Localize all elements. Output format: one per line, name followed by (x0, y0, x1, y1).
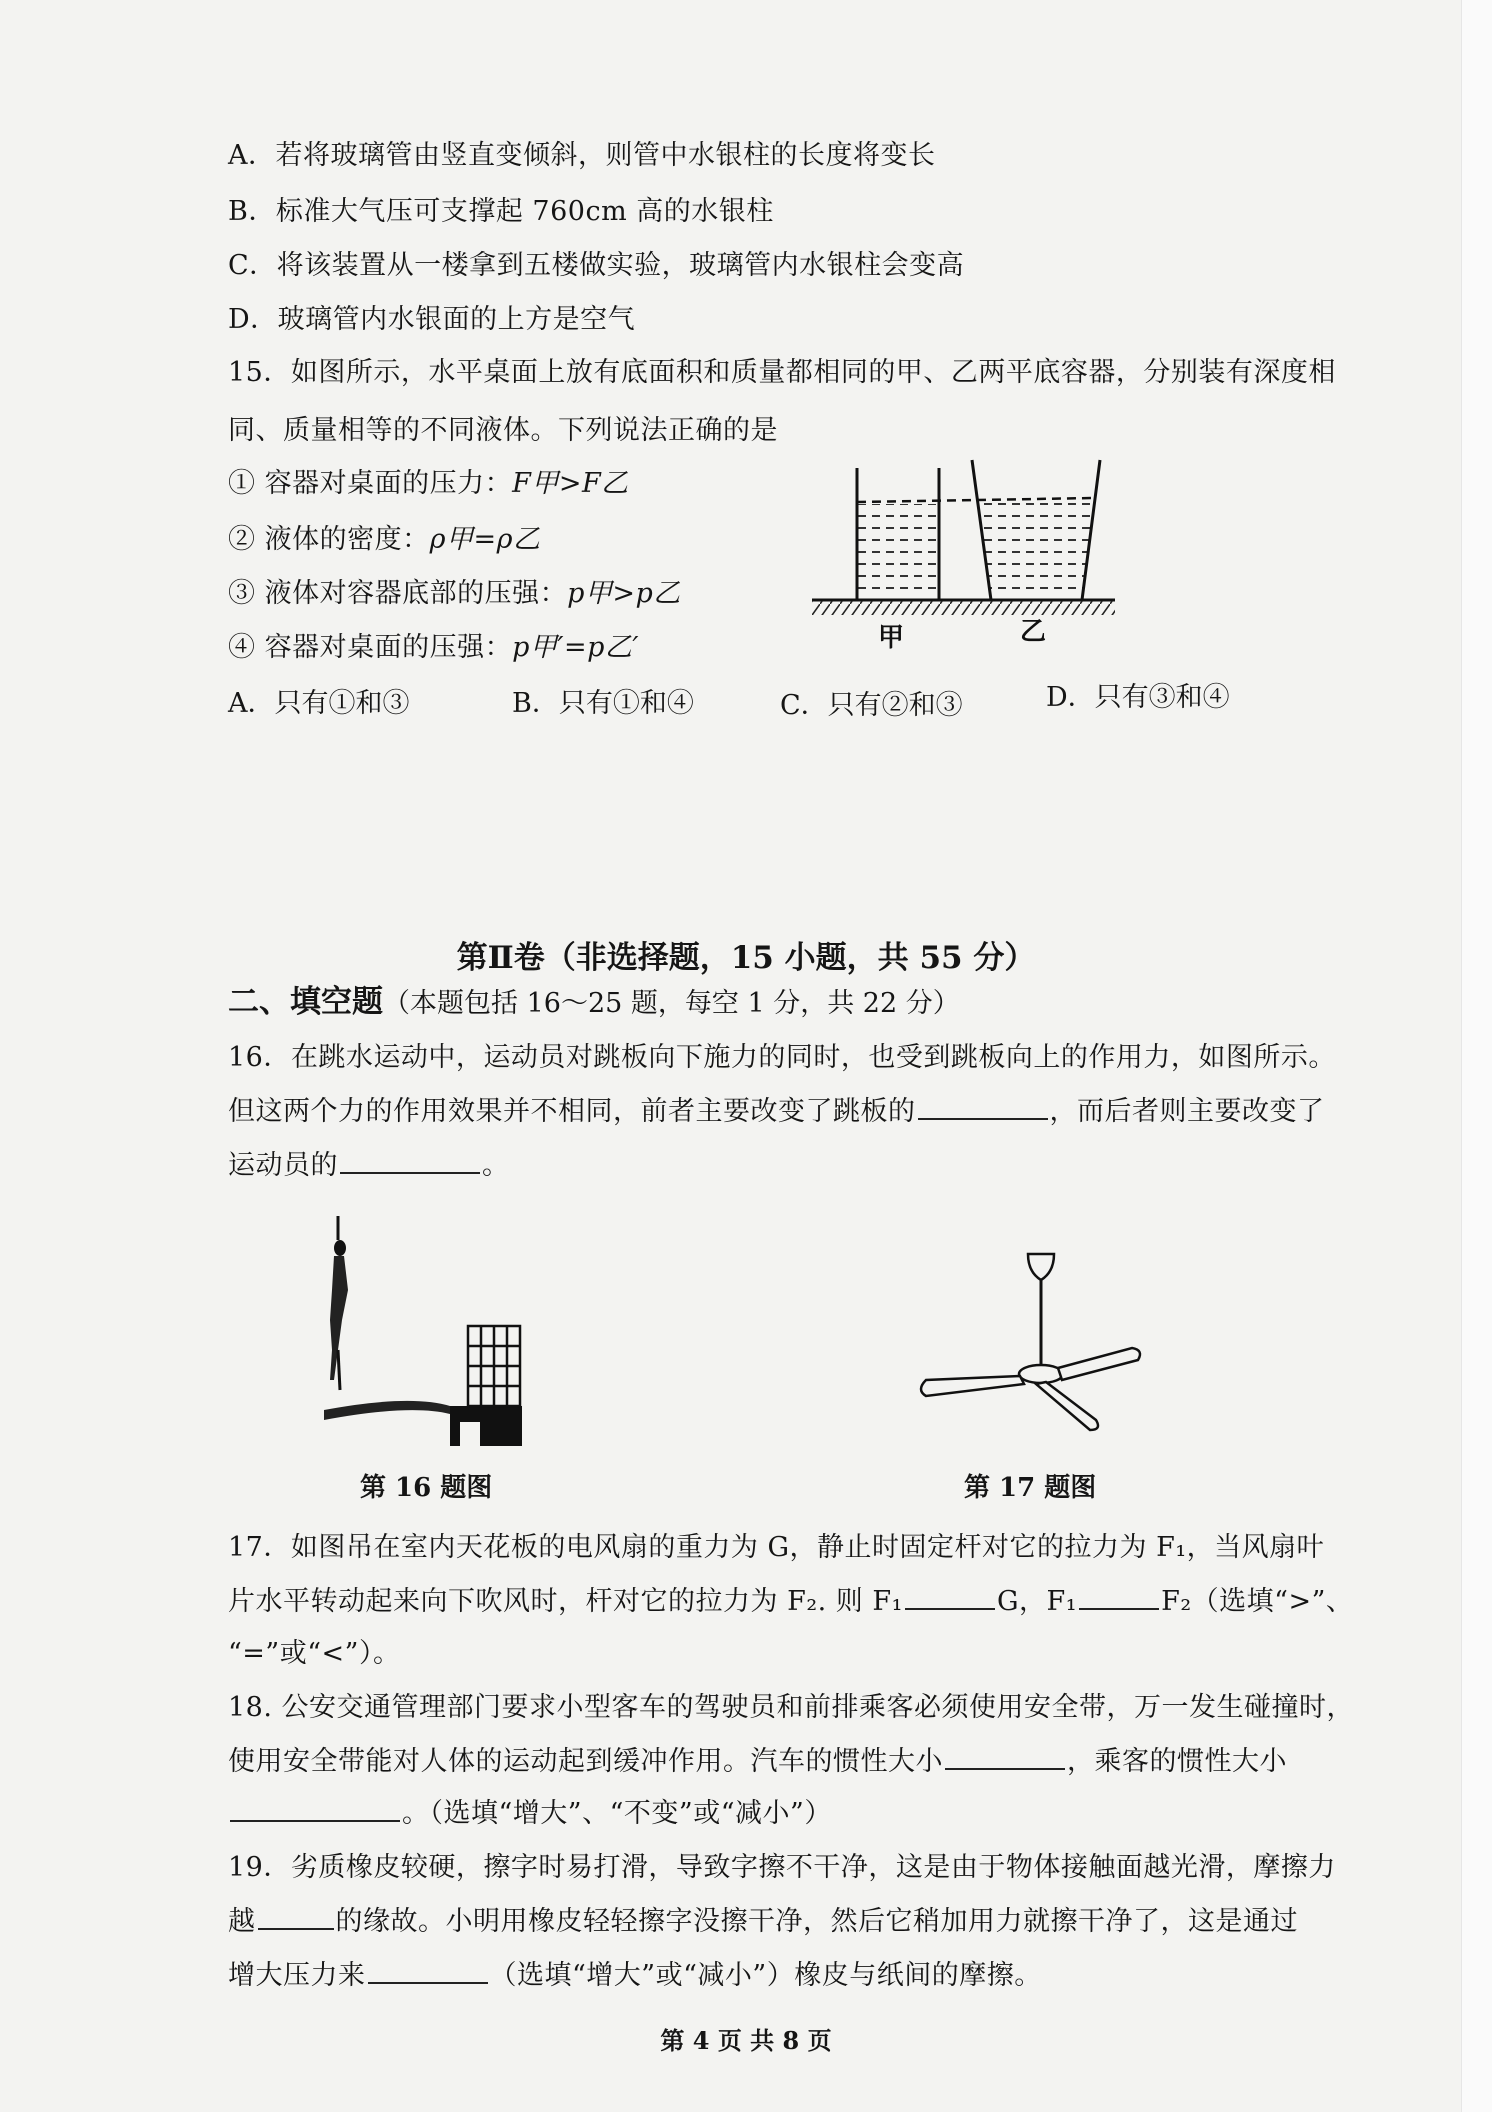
diver-leg (338, 1350, 340, 1390)
q16-line3: 运动员的 。 (228, 1150, 510, 1181)
label-yi: 乙 (1020, 617, 1047, 647)
q19-line1: 19．劣质橡皮较硬，擦字时易打滑，导致字擦不干净，这是由于物体接触面越光滑，摩擦力 (228, 1852, 1336, 1883)
q14-option-c: C．将该装置从一楼拿到五楼做实验，玻璃管内水银柱会变高 (228, 250, 965, 281)
q17-line2: 片水平转动起来向下吹风时，杆对它的拉力为 F₂. 则 F₁ G，F₁ F₂（选填“>”、 (228, 1586, 1354, 1617)
page-edge (1461, 0, 1492, 2112)
q15-option-c: C．只有②和③ (780, 690, 963, 721)
fig16-diving-board (300, 1210, 540, 1450)
q15-stem-line1: 15．如图所示，水平桌面上放有底面积和质量都相同的甲、乙两平底容器，分别装有深度相 (228, 357, 1336, 388)
label-jia: 甲 (878, 623, 905, 653)
tower-grid (468, 1326, 520, 1406)
q14-option-b: B．标准大气压可支撑起 760cm 高的水银柱 (228, 196, 774, 227)
formula-2: ρ甲=ρ乙 (429, 524, 541, 555)
section-fill-in (228, 984, 960, 1022)
q16-line2: 但这两个力的作用效果并不相同，前者主要改变了跳板的 ，而后者则主要改变了 (228, 1096, 1325, 1127)
part2-heading: 第Ⅱ卷（非选择题，15 小题，共 55 分） (456, 940, 1036, 976)
q15-statement-1: ① 容器对桌面的压力：F甲>F乙 (228, 468, 629, 499)
q15-option-b: B．只有①和④ (512, 688, 694, 719)
q17-blank-1[interactable] (905, 1584, 995, 1610)
support-gap (460, 1422, 480, 1446)
q18-line3: 。（选填“增大”、“不变”或“减小”） (228, 1796, 832, 1832)
q15-stem-line2: 同、质量相等的不同液体。下列说法正确的是 (228, 415, 778, 446)
q14-option-a: A．若将玻璃管由竖直变倾斜，则管中水银柱的长度将变长 (228, 140, 936, 171)
fan-blade-front (1036, 1382, 1098, 1430)
q19-blank-2[interactable] (368, 1958, 488, 1984)
q19-blank-1[interactable] (258, 1904, 334, 1930)
fig17-caption: 第 17 题图 (964, 1473, 1097, 1503)
q16-blank-1[interactable] (918, 1094, 1048, 1120)
q18-blank-2[interactable] (230, 1796, 400, 1822)
fig16-caption: 第 16 题图 (360, 1473, 493, 1503)
q14-option-d: D．玻璃管内水银面的上方是空气 (228, 304, 636, 335)
formula-3: p甲>p乙 (567, 578, 681, 609)
section-note: （本题包括 16～25 题，每空 1 分，共 22 分） (383, 988, 960, 1019)
q17-line1: 17．如图吊在室内天花板的电风扇的重力为 G，静止时固定杆对它的拉力为 F₁，当风扇叶 (228, 1532, 1325, 1563)
q18-line1: 18. 公安交通管理部门要求小型客车的驾驶员和前排乘客必须使用安全带，万一发生碰撞时， (228, 1692, 1355, 1723)
container-jia-liquid (857, 504, 939, 600)
springboard (324, 1401, 450, 1420)
formula-4: p甲′=p乙′ (512, 632, 640, 663)
fan-canopy (1028, 1254, 1054, 1280)
page-footer: 第 4 页 共 8 页 (660, 2026, 832, 2055)
q15-containers-figure (800, 450, 1130, 670)
q16-blank-2[interactable] (340, 1148, 480, 1174)
q19-line3: 增大压力来 （选填“增大”或“减小”）橡皮与纸间的摩擦。 (228, 1960, 1042, 1991)
q17-blank-2[interactable] (1079, 1584, 1159, 1610)
q15-option-a: A．只有①和③ (228, 688, 410, 719)
q19-line2: 越 的缘故。小明用橡皮轻轻擦字没擦干净，然后它稍加用力就擦干净了，这是通过 (228, 1906, 1298, 1937)
fan-blade-right (1058, 1348, 1140, 1380)
container-yi-liquid (978, 500, 1094, 600)
q16-line1: 16．在跳水运动中，运动员对跳板向下施力的同时，也受到跳板向上的作用力，如图所示。 (228, 1042, 1336, 1073)
q15-statement-4: ④ 容器对桌面的压强：p甲′=p乙′ (228, 632, 640, 663)
q15-option-d: D．只有③和④ (1046, 682, 1230, 713)
fan-blade-left (921, 1376, 1024, 1396)
q15-statement-3: ③ 液体对容器底部的压强：p甲>p乙 (228, 578, 681, 609)
q17-line3: “=”或“<”）。 (228, 1638, 401, 1669)
table-hatch (812, 601, 1115, 615)
q15-statement-2: ② 液体的密度：ρ甲=ρ乙 (228, 524, 541, 555)
q18-line2: 使用安全带能对人体的运动起到缓冲作用。汽车的惯性大小 ，乘客的惯性大小 (228, 1746, 1287, 1777)
formula-1: F甲>F乙 (512, 468, 629, 499)
fan-motor (1019, 1365, 1063, 1383)
q18-blank-1[interactable] (945, 1744, 1065, 1770)
section-title: 二、填空题 (228, 984, 383, 1020)
fig17-ceiling-fan (900, 1250, 1160, 1440)
diver-head (334, 1240, 346, 1256)
